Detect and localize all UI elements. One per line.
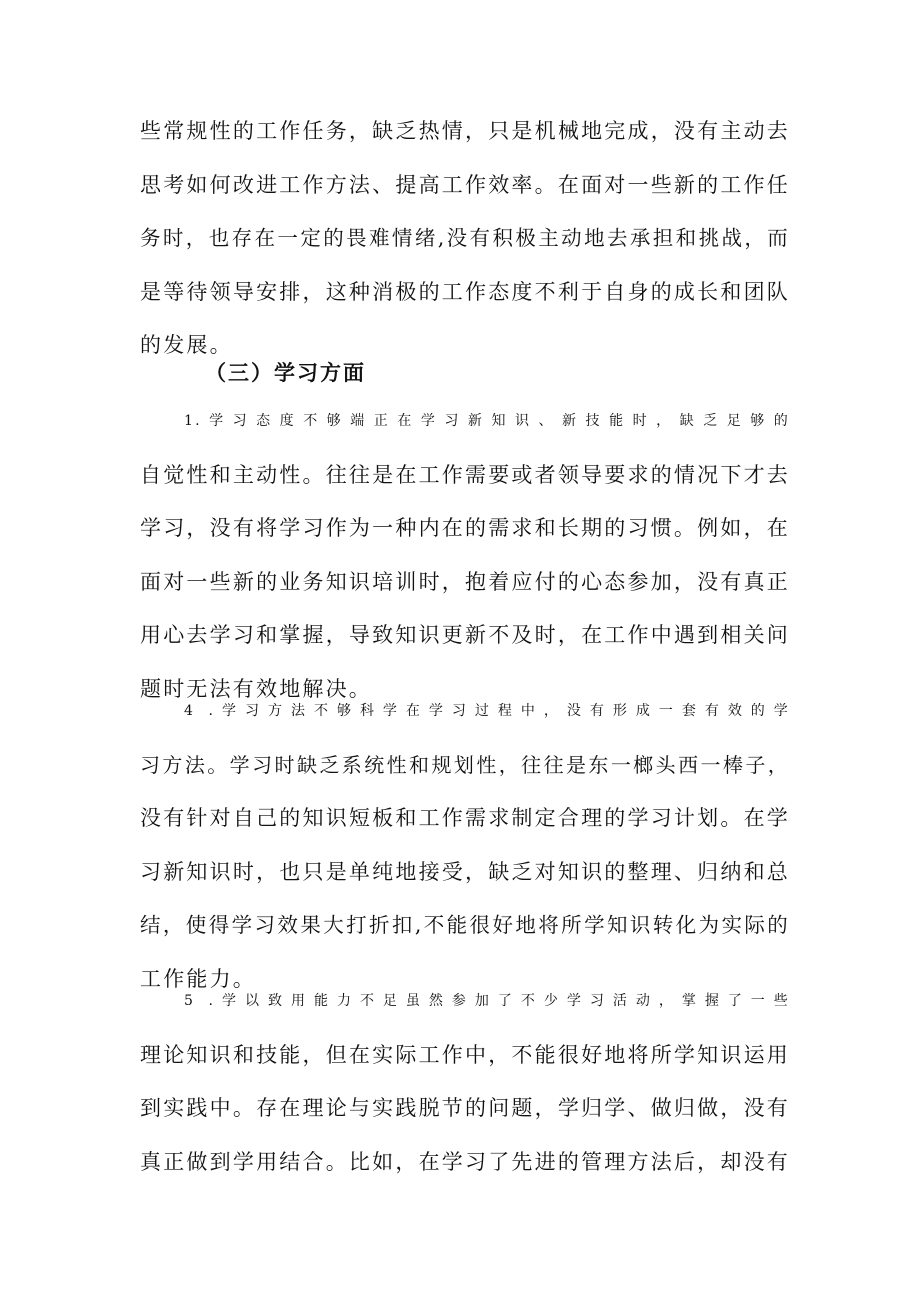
text-line: 面对一些新的业务知识培训时，抱着应付的心态参加，没有真正: [140, 569, 790, 594]
text-line: 是等待领导安排，这种消极的工作态度不利于自身的成长和团队: [140, 279, 790, 304]
section-heading: （三）学习方面: [205, 361, 366, 385]
paragraph-1: [140, 395, 790, 717]
text-line: 自觉性和主动性。往往是在工作需要或者领导要求的情况下才去: [140, 462, 790, 487]
text-line: 题时无法有效地解决。: [140, 676, 372, 701]
text-line: 没有针对自己的知识短板和工作需求制定合理的学习计划。在学: [140, 806, 790, 831]
text-line: 学习，没有将学习作为一种内在的需求和长期的习惯。例如，在: [140, 516, 790, 541]
paragraph-5: [140, 975, 790, 1189]
text-line: 4 .学习方法不够科学在学习过程中，没有形成一套有效的学: [184, 703, 790, 719]
text-line: 1.学习态度不够端正在学习新知识、新技能时，缺乏足够的: [184, 413, 790, 429]
text-line: 用心去学习和掌握，导致知识更新不及时，在工作中遇到相关问: [140, 623, 790, 648]
text-line: 些常规性的工作任务，缺乏热情，只是机械地完成，没有主动去: [140, 119, 790, 143]
text-line: 工作能力。: [140, 966, 256, 991]
text-line: 到实践中。存在理论与实践脱节的问题，学归学、做归做，没有: [140, 1096, 790, 1121]
text-line: 务时，也存在一定的畏难情绪,没有积极主动地去承担和挑战，而: [140, 226, 790, 251]
paragraph-4: [140, 685, 790, 1007]
text-line: 的发展。: [140, 333, 233, 358]
text-line: 理论知识和技能，但在实际工作中，不能很好地将所学知识运用: [140, 1042, 790, 1067]
text-line: 5 .学以致用能力不足虽然参加了不少学习活动，掌握了一些: [184, 993, 790, 1009]
text-line: 思考如何改进工作方法、提高工作效率。在面对一些新的工作任: [140, 172, 790, 197]
text-line: 真正做到学用结合。比如，在学习了先进的管理方法后，却没有: [140, 1149, 790, 1174]
text-line: 习方法。学习时缺乏系统性和规划性，往往是东一榔头西一棒子，: [140, 752, 790, 777]
text-line: 结，使得学习效果大打折扣,不能很好地将所学知识转化为实际的: [140, 913, 790, 938]
paragraph-intro: [140, 105, 790, 373]
text-line: 习新知识时，也只是单纯地接受，缺乏对知识的整理、归纳和总: [140, 859, 790, 884]
